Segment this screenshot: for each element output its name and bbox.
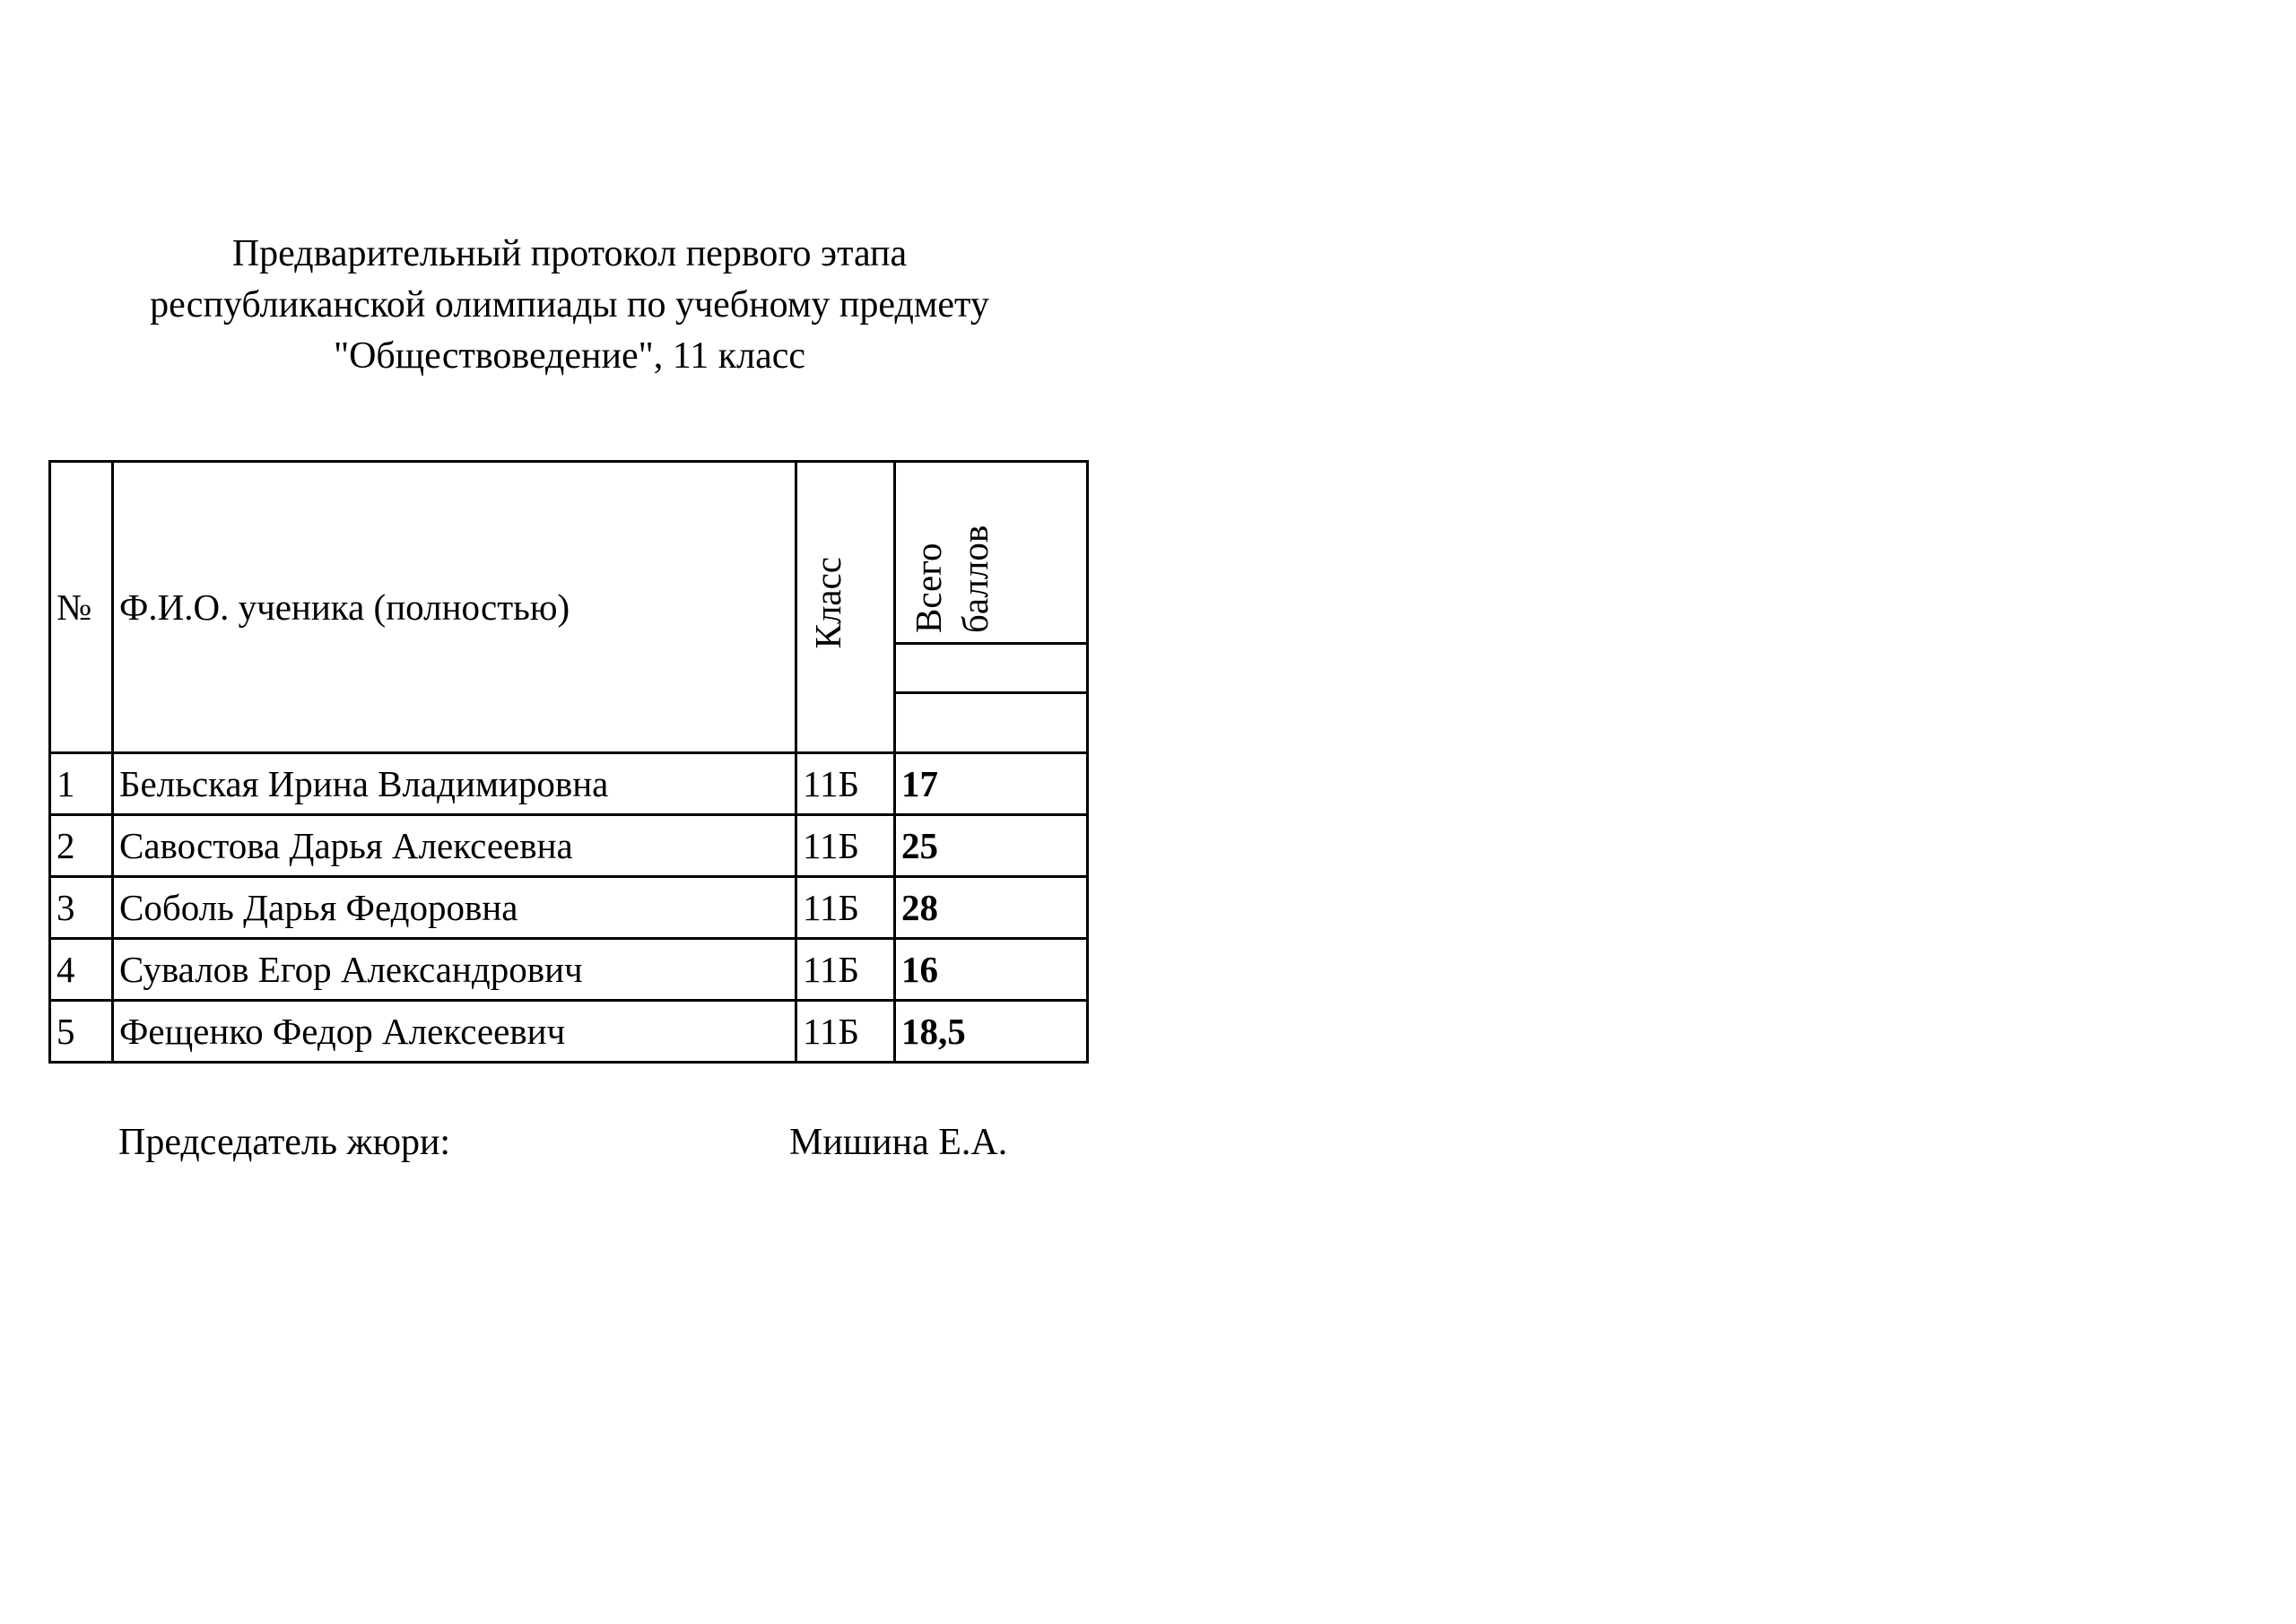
header-class-cell [796,462,895,753]
header-number: № [50,462,113,753]
row-number: 1 [50,753,113,815]
table-row [50,939,1088,1001]
row-score: 16 [895,939,1088,1001]
header-score-cell [895,462,1088,644]
header-score-line-2: баллов [954,525,996,633]
results-table [48,460,1089,1064]
row-number: 5 [50,1001,113,1063]
jury-chair-label: Председатель жюри: [118,1122,451,1163]
title-line-2: республиканской олимпиады по учебному предмету [150,284,989,326]
row-class: 11Б [796,939,895,1001]
table-row [50,1001,1088,1063]
row-number: 3 [50,877,113,939]
row-class: 11Б [796,815,895,877]
row-score: 28 [895,877,1088,939]
title-line-3: "Обществоведение", 11 класс [333,335,806,377]
table-row [50,877,1088,939]
row-student-name: Сувалов Егор Александрович [113,939,796,1001]
row-score: 25 [895,815,1088,877]
table-row [50,815,1088,877]
header-score-empty-1 [895,644,1088,693]
header-score-empty-2 [895,693,1088,753]
row-class: 11Б [796,877,895,939]
header-class: Класс [807,556,848,649]
row-number: 2 [50,815,113,877]
header-score [905,490,998,633]
header-student-name: Ф.И.О. ученика (полностью) [113,462,796,753]
row-score: 18,5 [895,1001,1088,1063]
row-student-name: Бельская Ирина Владимировна [113,753,796,815]
document-title [49,229,1090,382]
row-class: 11Б [796,1001,895,1063]
row-student-name: Савостова Дарья Алексеевна [113,815,796,877]
table-row [50,753,1088,815]
row-student-name: Соболь Дарья Федоровна [113,877,796,939]
title-line-1: Предварительный протокол первого этапа [231,233,908,274]
row-class: 11Б [796,753,895,815]
jury-chair-name: Мишина Е.А. [789,1122,1008,1163]
table-header-row [50,462,1088,644]
row-number: 4 [50,939,113,1001]
header-score-line-1: Всего [908,543,949,633]
row-student-name: Фещенко Федор Алексеевич [113,1001,796,1063]
row-score: 17 [895,753,1088,815]
